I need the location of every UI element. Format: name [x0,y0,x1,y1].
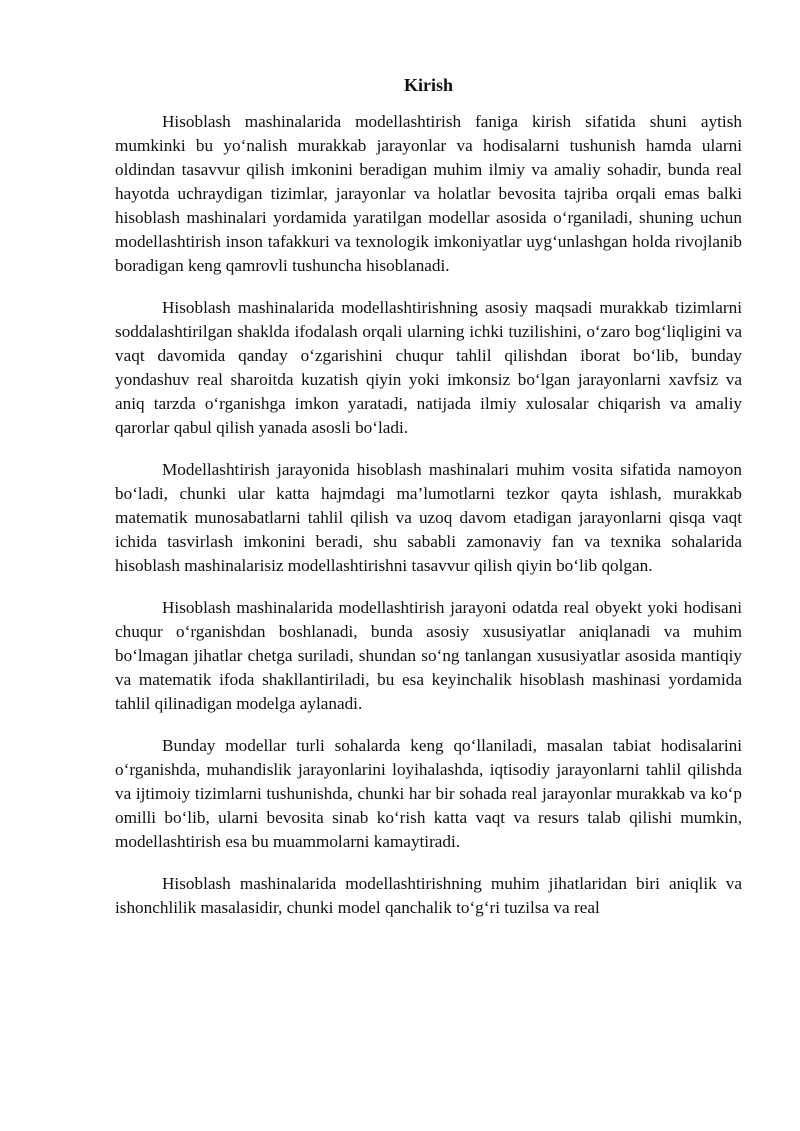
paragraph-5: Bunday modellar turli sohalarda keng qo‘llaniladi, masalan tabiat hodisalarini o‘rganishda, muhandislik jarayonlarini loyihalashda, iqtisodiy jarayonlarni tahlil qilishda va ijtimoiy tizimlarni tushunishda, chunki har bir sohada real jarayonlar murakkab va ko‘p omilli bo‘lib, ularni bevosita sinab ko‘rish katta vaqt va resurs talab qilishi mumkin, modellashtirish esa bu muammolarni kamaytiradi. [115,736,742,851]
paragraph-6: Hisoblash mashinalarida modellashtirishning muhim jihatlaridan biri aniqlik va ishonchlilik masalasidir, chunki model qanchalik to‘g‘ri tuzilsa va real [115,874,742,917]
paragraph-4: Hisoblash mashinalarida modellashtirish jarayoni odatda real obyekt yoki hodisani chuqur o‘rganishdan boshlanadi, bunda asosiy xususiyatlar aniqlanadi va muhim bo‘lmagan jihatlar chetga suriladi, shundan so‘ng tanlangan xususiyatlar asosida mantiqiy va matematik ifoda shakllantiriladi, bu esa keyinchalik hisoblash mashinasi yordamida tahlil qilinadigan modelga aylanadi. [115,598,742,713]
paragraph-3: Modellashtirish jarayonida hisoblash mashinalari muhim vosita sifatida namoyon bo‘ladi, chunki ular katta hajmdagi ma’lumotlarni tezkor qayta ishlash, murakkab matematik munosabatlarni tahlil qilish va uzoq davom etadigan jarayonlarni qisqa vaqt ichida tasvirlash imkonini beradi, shu sababli zamonaviy fan va texnika sohalarida hisoblash mashinalarisiz modellashtirishni tasavvur qilish qiyin bo‘lib qolgan. [115,460,742,575]
document-page [115,72,742,938]
paragraph-2: Hisoblash mashinalarida modellashtirishning asosiy maqsadi murakkab tizimlarni soddalashtirilgan shaklda ifodalash orqali ularning ichki tuzilishini, o‘zaro bog‘liqligini va vaqt davomida qanday o‘zgarishini chuqur tahlil qilishdan iborat bo‘lib, bunday yondashuv real sharoitda kuzatish qiyin yoki imkonsiz bo‘lgan jarayonlarni xavfsiz va aniq tarzda o‘rganishga imkon yaratadi, natijada ilmiy xulosalar chiqarish va amaliy qarorlar qabul qilish yanada asosli bo‘ladi. [115,298,742,437]
paragraph-1: Hisoblash mashinalarida modellashtirish faniga kirish sifatida shuni aytish mumkinki bu yo‘nalish murakkab jarayonlar va hodisalarni tushunish hamda ularni oldindan tasavvur qilish imkonini beradigan muhim ilmiy va amaliy sohadir, bunda real hayotda uchraydigan tizimlar, jarayonlar va holatlar bevosita tajriba orqali emas balki hisoblash mashinalari yordamida yaratilgan modellar asosida o‘rganiladi, shuning uchun modellashtirish inson tafakkuri va texnologik imkoniyatlar uyg‘unlashgan holda rivojlanib boradigan keng qamrovli tushuncha hisoblanadi. [115,112,742,275]
document-title: Kirish [403,75,453,95]
